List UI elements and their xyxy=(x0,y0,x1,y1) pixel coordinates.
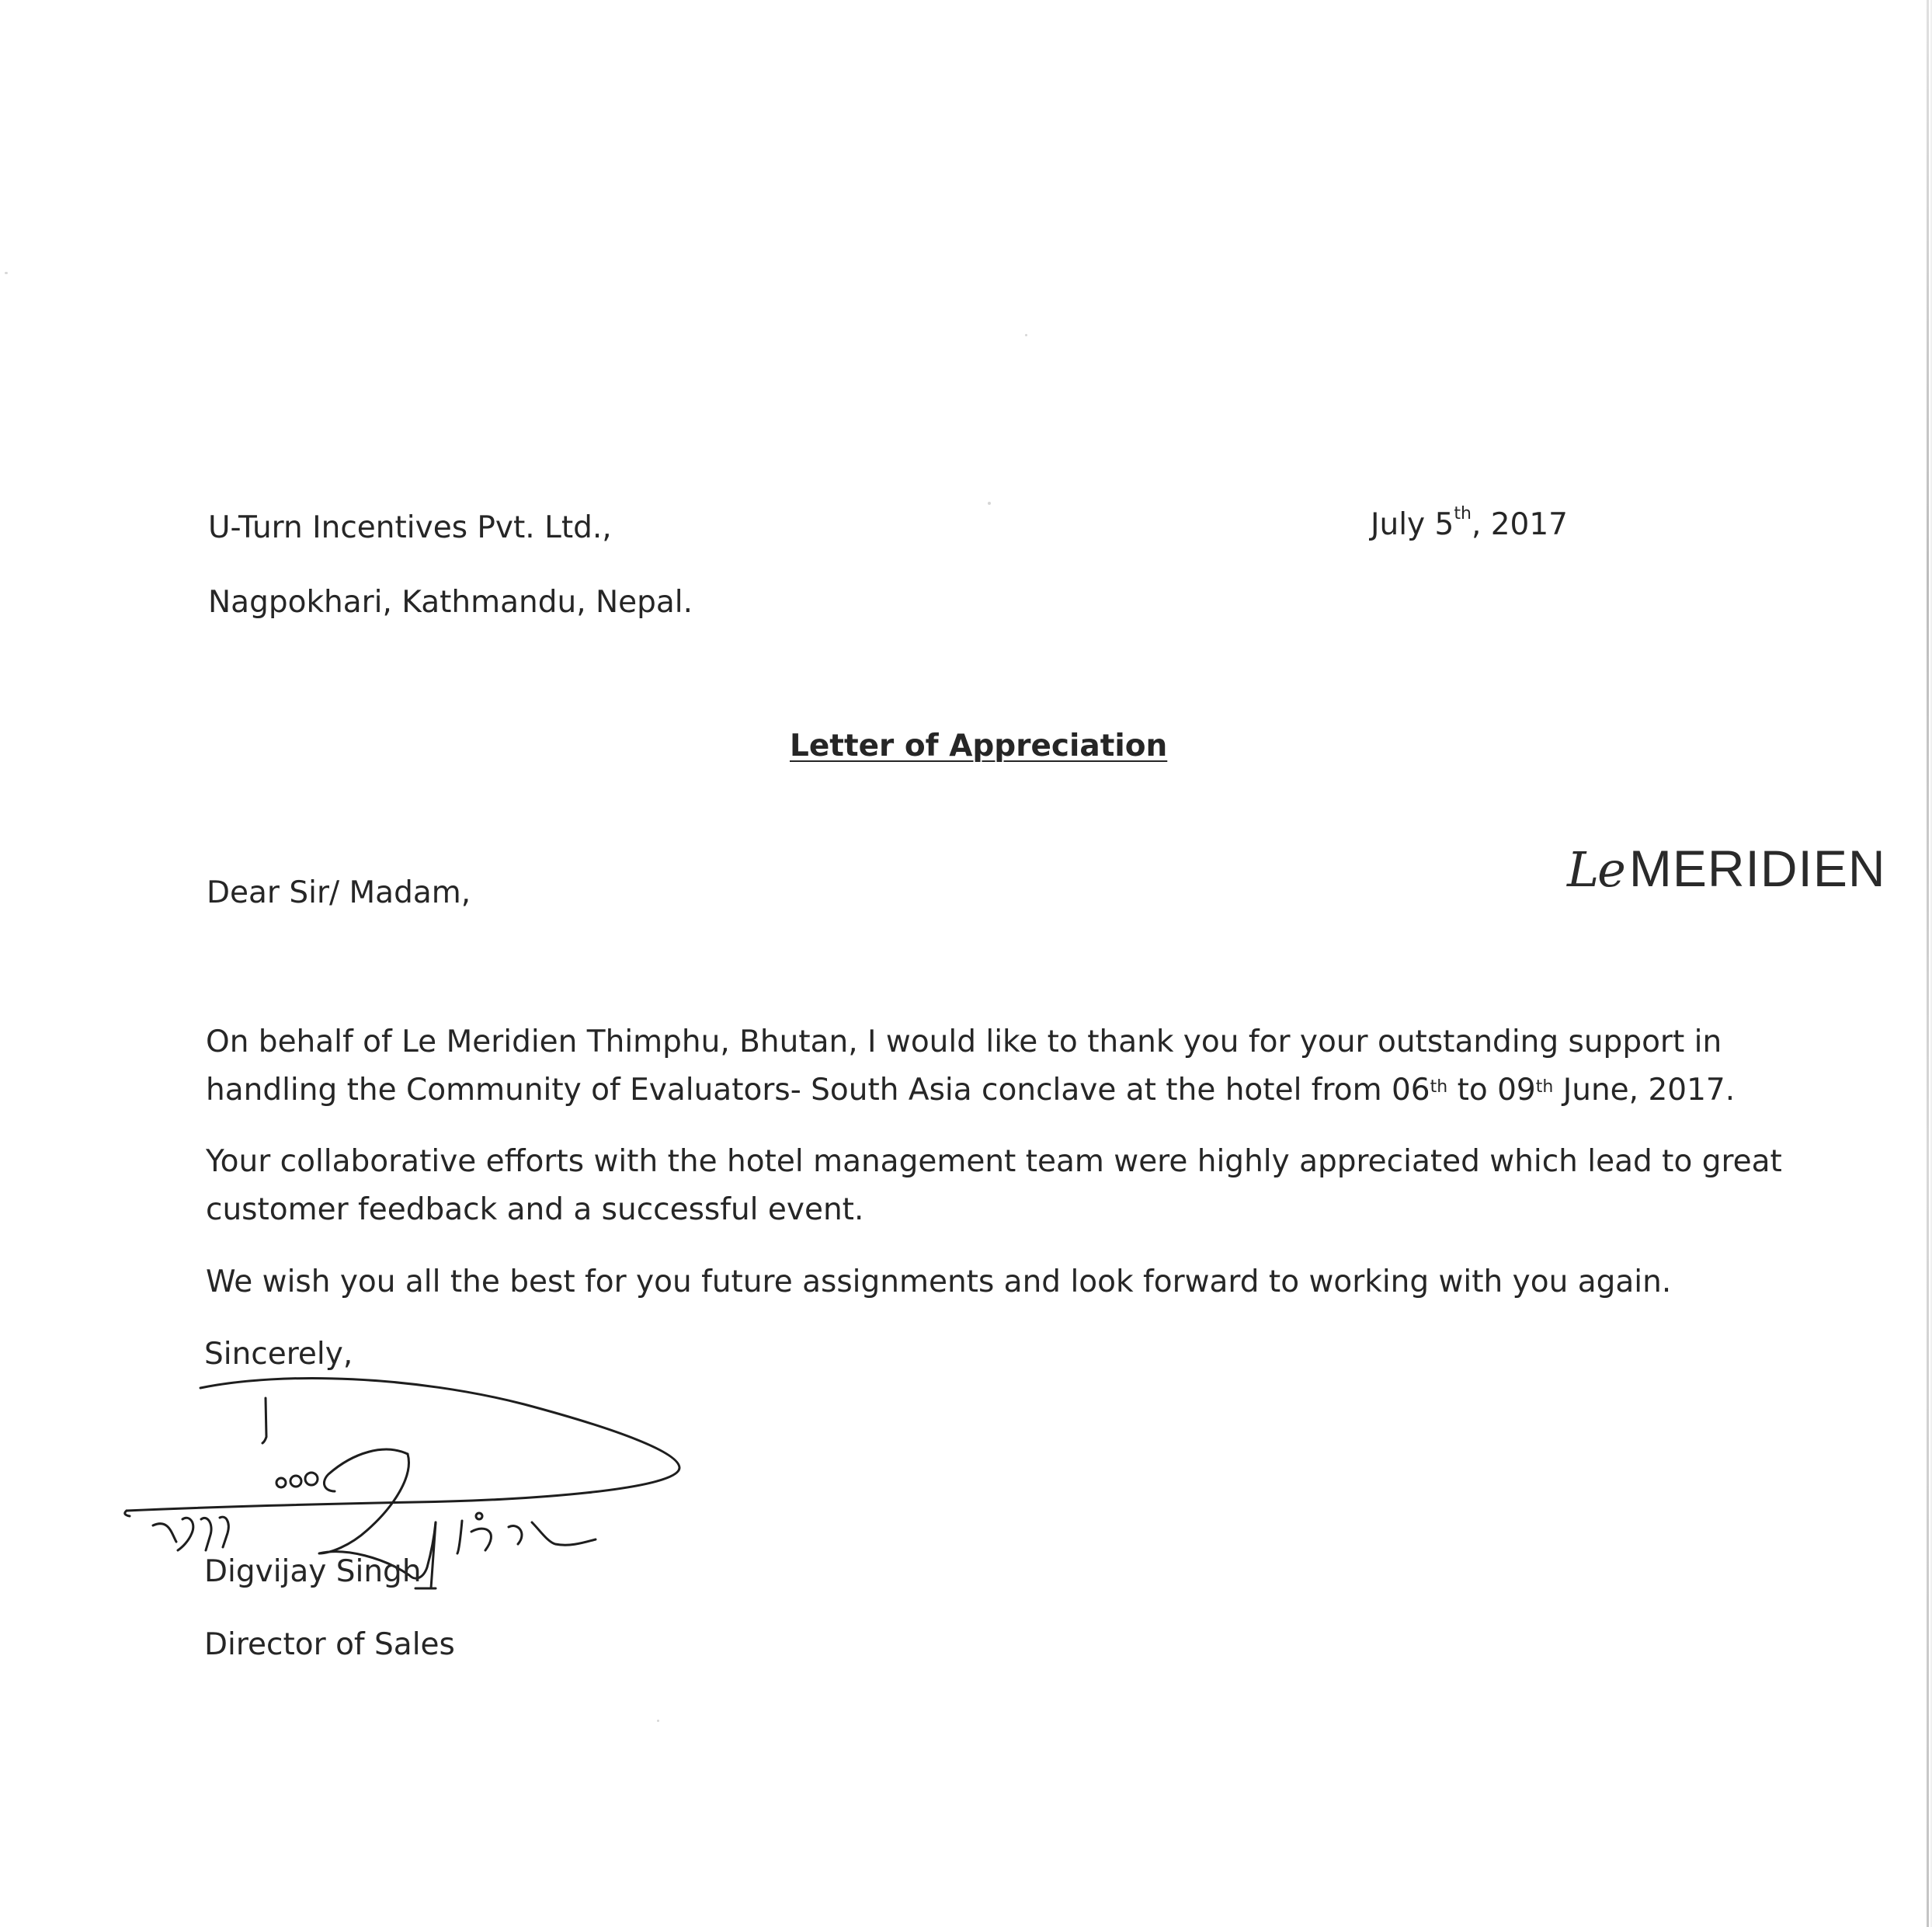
letter-title: Letter of Appreciation xyxy=(790,729,1168,763)
scan-speck xyxy=(5,272,8,274)
recipient-company: U-Turn Incentives Pvt. Ltd., xyxy=(208,510,612,545)
scan-speck xyxy=(988,502,991,505)
salutation: Dear Sir/ Madam, xyxy=(207,875,471,910)
body-paragraph-1 xyxy=(206,1018,1798,1115)
le-meridien-logo xyxy=(1567,839,1886,901)
closing: Sincerely, xyxy=(204,1337,353,1372)
body-p1-line1: On behalf of Le Meridien Thimphu, Bhutan, I would like to thank you for your outstanding support in xyxy=(206,1024,1722,1059)
body-p3: We wish you all the best for you future assignments and look forward to working with you again. xyxy=(206,1264,1672,1299)
body-paragraph-2 xyxy=(206,1138,1798,1234)
body-paragraph-3 xyxy=(206,1258,1798,1306)
body-p1-line2: handling the Community of Evaluators- South Asia conclave at the hotel from 06th to 09th June, 2017. xyxy=(206,1073,1736,1108)
scan-speck xyxy=(1025,334,1027,336)
scan-speck xyxy=(657,1720,659,1722)
body-p2-line1: Your collaborative efforts with the hotel management team were highly appreciated which lead to great xyxy=(206,1144,1782,1179)
scan-edge-shadow xyxy=(1927,0,1929,1927)
date-suffix: th xyxy=(1454,504,1472,523)
logo-script-le: Le xyxy=(1567,841,1624,898)
letter-date xyxy=(1371,506,1568,544)
recipient-address: Nagpokhari, Kathmandu, Nepal. xyxy=(208,585,693,620)
signer-title: Director of Sales xyxy=(204,1627,455,1662)
logo-wordmark: MERIDIEN xyxy=(1628,840,1886,897)
date-year: , 2017 xyxy=(1471,507,1568,542)
signer-name: Digvijay Singh xyxy=(204,1554,422,1589)
date-month-day: July 5 xyxy=(1371,507,1454,542)
body-p2-line2: customer feedback and a successful event. xyxy=(206,1192,864,1227)
